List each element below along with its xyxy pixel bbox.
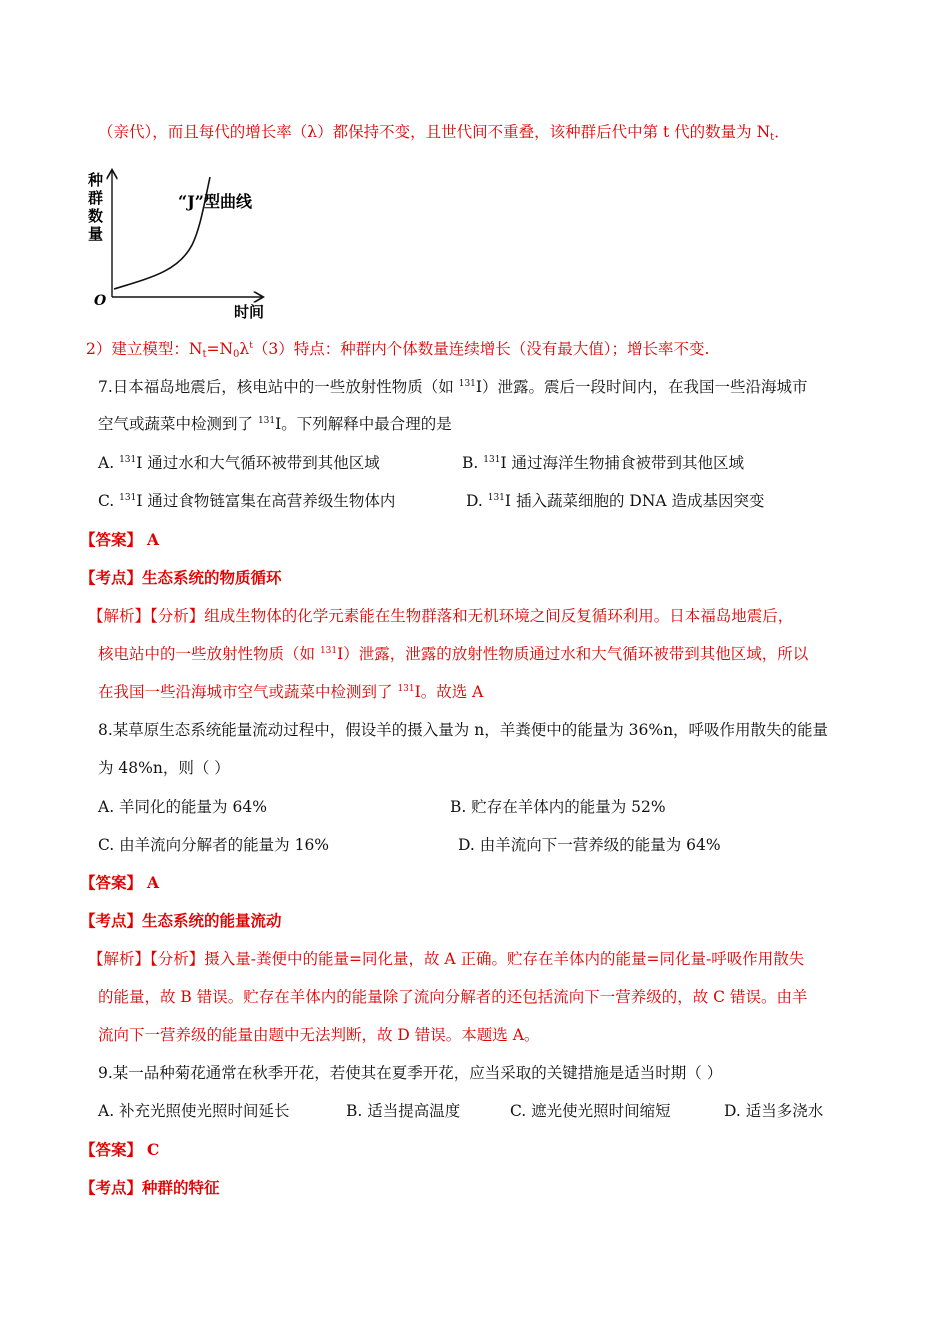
answer-tag: 【答案】 [80, 530, 143, 549]
q9-option-c: C. 遮光使光照时间缩短 [510, 1102, 671, 1120]
q7-analysis-line2 [98, 643, 808, 665]
point-value: 生态系统的物质循环 [142, 568, 282, 587]
q7-sup: 131 [319, 646, 338, 656]
q7-text: 空气或蔬菜中检测到了 [98, 415, 258, 433]
q7-analysis-line1: 【解析】【分析】组成生物体的化学元素能在生物群落和无机环境之间反复循环利用。日本福岛地震后， [88, 607, 794, 625]
q7-sup: 131 [487, 493, 505, 503]
q7-answer [80, 529, 159, 551]
point-tag: 【考点】 [80, 568, 143, 587]
y-label-2: 群 [88, 189, 104, 207]
analysis-text: I。故选 A [414, 683, 484, 701]
answer-value: C [146, 1140, 160, 1159]
q7-sup: 131 [257, 416, 276, 426]
analysis-text: 在我国一些沿海城市空气或蔬菜中检测到了 [98, 683, 398, 701]
q8-answer [80, 872, 159, 894]
intro-line [98, 121, 790, 143]
intro-end: ． [774, 123, 790, 141]
opt-prefix: D. [466, 492, 488, 510]
model-text-1: 2）建立模型：N [86, 340, 203, 358]
analysis-text: I）泄露，泄露的放射性物质通过水和大气循环被带到其他区域，所以 [337, 645, 809, 663]
y-label-1: 种 [88, 171, 104, 189]
point-tag: 【考点】 [80, 911, 143, 930]
answer-value: A [146, 873, 159, 892]
model-line [86, 338, 709, 360]
answer-tag: 【答案】 [80, 873, 143, 892]
model-text-4: （3）特点：种群内个体数量连续增长（没有最大值）；增长率不变. [252, 340, 710, 358]
q9-option-d: D. 适当多浇水 [724, 1102, 824, 1120]
q9-option-b: B. 适当提高温度 [346, 1102, 461, 1120]
answer-value: A [146, 530, 159, 549]
q7-sup: 131 [119, 455, 137, 465]
intro-sub: t [770, 132, 775, 143]
q9-answer [80, 1139, 159, 1161]
q7-analysis-line3 [98, 681, 483, 703]
point-value: 生态系统的能量流动 [142, 911, 282, 930]
q8-analysis-line3: 流向下一营养级的能量由题中无法判断，故 D 错误。本题选 A。 [98, 1026, 540, 1044]
q8-stem-line1: 8.某草原生态系统能量流动过程中，假设羊的摄入量为 n，羊粪便中的能量为 36%n，呼吸作用散失的能量 [98, 721, 829, 739]
intro-text: （亲代），而且每代的增长率（λ）都保持不变，且世代间不重叠，该种群后代中第 t 代的数量为 N [98, 123, 771, 141]
model-sub-1: t [202, 349, 207, 360]
q7-sup: 131 [458, 379, 476, 389]
q8-point [80, 910, 282, 932]
curve-label: “J”型曲线 [178, 192, 252, 211]
model-sub-2: 0 [233, 349, 240, 360]
q7-option-c [98, 490, 395, 512]
y-label-3: 数 [88, 207, 104, 225]
q7-option-b [462, 452, 744, 474]
y-label-4: 量 [88, 225, 104, 243]
q7-option-d [466, 490, 765, 512]
model-text-2: =N [206, 340, 234, 358]
point-value: 种群的特征 [142, 1178, 220, 1197]
q8-analysis-line2: 的能量，故 B 错误。贮存在羊体内的能量除了流向分解者的还包括流向下一营养级的，故 C 错误。由羊 [98, 988, 808, 1006]
opt-text: I 插入蔬菜细胞的 DNA 造成基因突变 [504, 492, 765, 510]
q7-sup: 131 [483, 455, 501, 465]
q7-sup: 131 [119, 493, 137, 503]
opt-prefix: B. [462, 454, 484, 472]
q9-stem: 9.某一品种菊花通常在秋季开花，若使其在夏季开花，应当采取的关键措施是适当时期（ ） [98, 1064, 723, 1082]
opt-text: I 通过食物链富集在高营养级生物体内 [136, 492, 396, 510]
q8-option-d: D. 由羊流向下一营养级的能量为 64% [458, 836, 721, 854]
opt-prefix: A. [98, 454, 120, 472]
opt-text: I 通过海洋生物捕食被带到其他区域 [500, 454, 744, 472]
answer-tag: 【答案】 [80, 1140, 143, 1159]
q8-option-c: C. 由羊流向分解者的能量为 16% [98, 836, 330, 854]
q8-analysis-line1: 【解析】【分析】摄入量-粪便中的能量=同化量，故 A 正确。贮存在羊体内的能量=同化量-呼吸作用散失 [88, 950, 805, 968]
q8-option-b: B. 贮存在羊体内的能量为 52% [450, 798, 666, 816]
q8-option-a: A. 羊同化的能量为 64% [98, 798, 267, 816]
q9-option-a: A. 补充光照使光照时间延长 [98, 1102, 290, 1120]
j-curve-figure [84, 165, 284, 325]
q7-stem-line1 [98, 376, 808, 398]
opt-prefix: C. [98, 492, 120, 510]
q7-text: I。下列解释中最合理的是 [275, 415, 452, 433]
origin-label: O [94, 293, 107, 309]
q7-stem-line2 [98, 413, 452, 435]
x-label: 时间 [234, 303, 265, 321]
model-text-3: λ [239, 340, 250, 358]
q7-option-a [98, 452, 380, 474]
q7-text: I）泄露。震后一段时间内，在我国一些沿海城市 [475, 378, 808, 396]
q7-sup: 131 [397, 684, 415, 694]
analysis-text: 核电站中的一些放射性物质（如 [98, 645, 320, 663]
opt-text: I 通过水和大气循环被带到其他区域 [136, 454, 380, 472]
q9-point [80, 1177, 220, 1199]
q8-stem-line2: 为 48%n，则（ ） [98, 759, 230, 777]
q7-point [80, 567, 282, 589]
model-sup-3: t [249, 341, 253, 351]
point-tag: 【考点】 [80, 1178, 143, 1197]
q7-text: 7.日本福岛地震后，核电站中的一些放射性物质（如 [98, 378, 459, 396]
